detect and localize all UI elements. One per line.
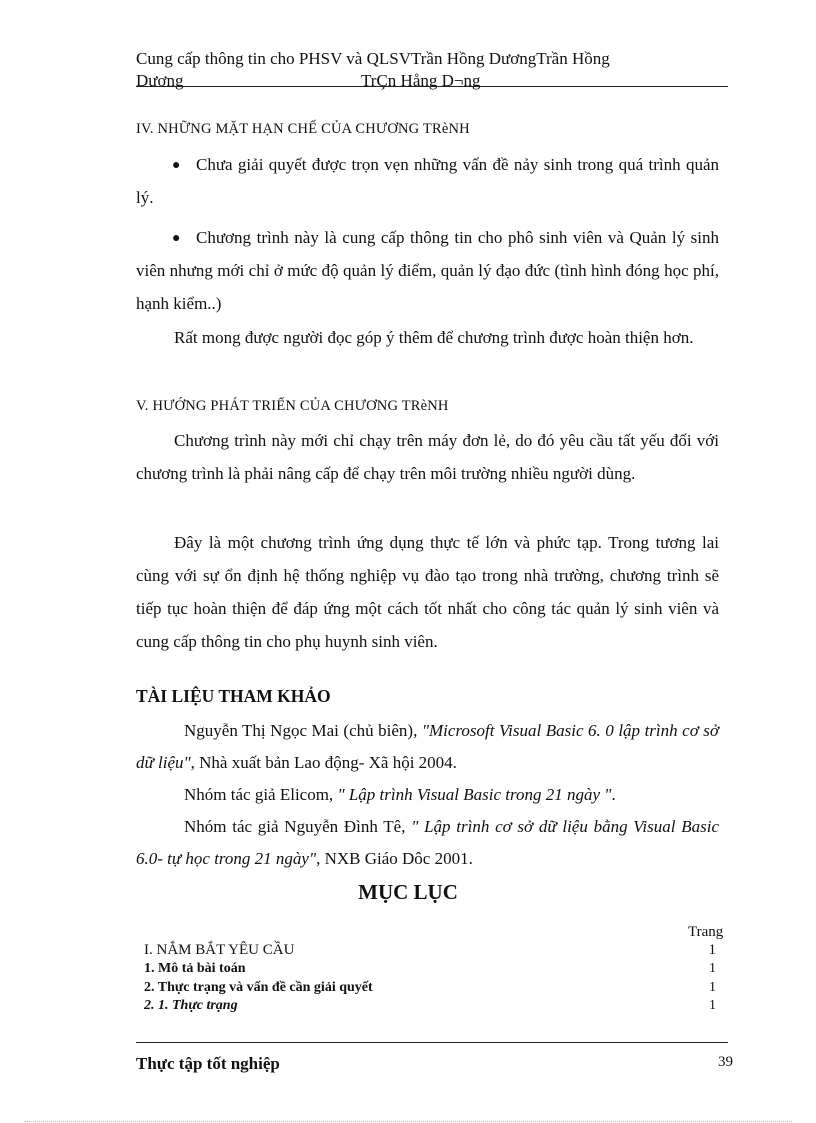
reference-publisher: , Nhà xuất bản Lao động- Xã hội 2004. xyxy=(190,753,457,772)
toc-entry-label: 2. 1. Thực trạng xyxy=(144,998,238,1013)
header-divider xyxy=(136,86,728,87)
bullet-icon: ● xyxy=(172,158,181,173)
toc-entry-label: 1. Mô tả bài toán xyxy=(144,961,246,976)
reference-author: Nguyễn Thị Ngọc Mai (chủ biên), xyxy=(184,721,422,740)
toc-entry-page: 1 xyxy=(709,961,716,976)
footer-title: Thực tập tốt nghiệp xyxy=(136,1054,280,1073)
references-heading: TÀI LIỆU THAM KHẢO xyxy=(136,686,331,706)
page-header-continuation: Dương xyxy=(136,71,184,90)
toc-row xyxy=(144,961,716,977)
bullet-item-2: Chương trình này là cung cấp thông tin cho phô sinh viên và Quản lý sinh viên nhưng mới chỉ ở mức độ quản lý điểm, quản lý đạo đức (tình hình đóng học phí, hạnh kiểm..) xyxy=(136,228,719,313)
toc-heading: MỤC LỤC xyxy=(358,880,458,904)
reference-publisher: , NXB Giáo Dôc 2001. xyxy=(316,849,473,868)
paragraph-development-2: Đây là một chương trình ứng dụng thực tế lớn và phức tạp. Trong tương lai cùng với sự ổn định hệ thống nghiệp vụ đào tạo trong nhà trường, chương trình sẽ tiếp tục hoàn thiện để đáp ứng một cách tốt nhất cho công tác quản lý sinh viên và cung cấp thông tin cho phụ huynh sinh viên. xyxy=(136,533,719,651)
paragraph-development-1: Chương trình này mới chỉ chạy trên máy đơn lẻ, do đó yêu cầu tất yếu đối với chương trình là phải nâng cấp để chạy trên môi trường nhiều người dùng. xyxy=(136,431,719,483)
toc-row xyxy=(144,942,716,959)
paragraph-feedback: Rất mong được người đọc góp ý thêm để chương trình được hoàn thiện hơn. xyxy=(174,328,694,347)
section-heading-development: V. HƯỚNG PHÁT TRIỂN CỦA CHƯƠNG TRèNH xyxy=(136,398,449,414)
reference-book-title: "Microsoft Visual Basic 6. 0 lập trình cơ sở dữ liệu" xyxy=(136,721,719,772)
toc-row xyxy=(144,998,716,1014)
reference-book-title: " Lập trình Visual Basic trong 21 ngày " xyxy=(337,785,612,804)
reference-book-title: " Lập trình cơ sở dữ liệu bằng Visual Basic 6.0- tự học trong 21 ngày" xyxy=(136,817,720,868)
page-header-title: Cung cấp thông tin cho PHSV và QLSVTrần Hồng DươngTrần Hồng xyxy=(136,49,610,68)
reference-item-1 xyxy=(136,715,719,779)
toc-entry-label: 2. Thực trạng và vấn đề cần giải quyết xyxy=(144,980,373,995)
page-header-author: TrÇn Hång D¬ng xyxy=(361,71,481,90)
reference-publisher: . xyxy=(611,785,616,804)
reference-item-2 xyxy=(136,779,719,811)
bullet-icon: ● xyxy=(172,231,181,246)
reference-item-3 xyxy=(136,811,719,875)
toc-entry-page: 1 xyxy=(708,942,716,958)
toc-entry-page: 1 xyxy=(709,998,716,1013)
section-heading-limitations: IV. NHỮNG MẶT HẠN CHẾ CỦA CHƯƠNG TRèNH xyxy=(136,121,470,137)
footer-divider xyxy=(136,1042,728,1043)
reference-author: Nhóm tác giả Nguyễn Đình Tê, xyxy=(184,817,412,836)
toc-entry-page: 1 xyxy=(709,980,716,995)
toc-page-column-label: Trang xyxy=(688,924,724,940)
bullet-item-1: Chưa giải quyết được trọn vẹn những vấn đề nảy sinh trong quá trình quản lý. xyxy=(136,155,719,207)
page-boundary xyxy=(24,1121,792,1122)
toc-entry-label: I. NẮM BẮT YÊU CẦU xyxy=(144,942,295,958)
reference-author: Nhóm tác giả Elicom, xyxy=(184,785,338,804)
page-number: 39 xyxy=(718,1054,733,1070)
toc-row xyxy=(144,980,716,996)
